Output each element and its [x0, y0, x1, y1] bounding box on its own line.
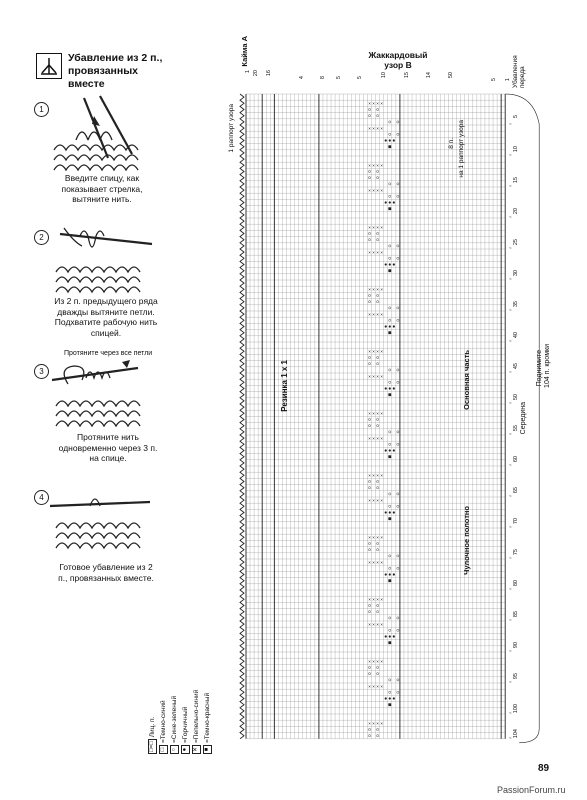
column-number: 5 — [357, 76, 363, 80]
row-marker: < — [509, 276, 512, 281]
row-number: 100 — [513, 704, 520, 714]
svg-text:×: × — [380, 597, 383, 603]
kaima-label: Кайма А — [240, 36, 249, 67]
svg-text:×: × — [376, 411, 379, 417]
column-number: 5 — [491, 78, 497, 82]
knitting-illustration — [46, 92, 146, 172]
svg-text:×: × — [372, 373, 375, 379]
row-marker: < — [509, 431, 512, 436]
svg-text:×: × — [368, 559, 371, 565]
svg-text:×: × — [372, 435, 375, 441]
svg-text:×: × — [368, 187, 371, 193]
column-number: 20 — [253, 70, 259, 77]
svg-text:×: × — [380, 249, 383, 255]
svg-text:×: × — [376, 163, 379, 169]
row-marker: < — [509, 214, 512, 219]
row-marker: < — [509, 710, 512, 715]
front-decrease-label: Убавления переда — [512, 55, 526, 88]
svg-text:×: × — [376, 659, 379, 665]
svg-text:×: × — [368, 225, 371, 231]
row-number: 25 — [513, 239, 520, 246]
column-number: 14 — [426, 72, 432, 79]
svg-text:×: × — [372, 497, 375, 503]
row-number: 30 — [513, 270, 520, 277]
svg-text:×: × — [372, 473, 375, 479]
row-marker: < — [509, 369, 512, 374]
knitting-illustration — [46, 222, 156, 294]
row-number: 10 — [513, 146, 520, 153]
svg-text:×: × — [376, 597, 379, 603]
svg-text:×: × — [376, 497, 379, 503]
callout-label: Протяните через все петли — [64, 350, 153, 357]
row-number: 5 — [513, 115, 520, 119]
svg-text:×: × — [368, 683, 371, 689]
column-number: 10 — [381, 72, 387, 79]
row-number: 75 — [513, 549, 520, 556]
svg-text:×: × — [372, 225, 375, 231]
svg-text:×: × — [376, 349, 379, 355]
row-marker: < — [509, 152, 512, 157]
svg-text:×: × — [368, 287, 371, 293]
svg-text:×: × — [376, 225, 379, 231]
step-number: 3 — [34, 364, 49, 379]
legend-item: ● =Горчичный — [181, 690, 190, 754]
svg-text:×: × — [368, 163, 371, 169]
row-marker: < — [509, 617, 512, 622]
svg-text:×: × — [368, 311, 371, 317]
svg-text:×: × — [372, 721, 375, 727]
stockinette-label: Чулочное полотно — [462, 506, 471, 575]
svg-text:×: × — [368, 497, 371, 503]
svg-text:×: × — [376, 101, 379, 107]
svg-text:×: × — [380, 287, 383, 293]
row-marker: < — [509, 462, 512, 467]
svg-text:×: × — [376, 473, 379, 479]
row-number: 104 — [513, 728, 520, 738]
svg-text:×: × — [372, 349, 375, 355]
svg-text:×: × — [372, 683, 375, 689]
row-marker: < — [509, 121, 512, 126]
svg-text:×: × — [380, 187, 383, 193]
svg-text:×: × — [380, 225, 383, 231]
svg-text:×: × — [380, 683, 383, 689]
svg-text:×: × — [372, 125, 375, 131]
svg-text:×: × — [372, 597, 375, 603]
row-number: 85 — [513, 611, 520, 618]
rapport-label: 1 раппорт узора — [228, 104, 235, 153]
svg-text:×: × — [368, 249, 371, 255]
step-text: Из 2 п. предыдущего ряда дважды вытяните петли. Подхватите рабочую нить спицей. — [54, 296, 158, 338]
svg-text:×: × — [380, 559, 383, 565]
knitting-illustration — [46, 358, 156, 428]
row-number: 40 — [513, 332, 520, 339]
8p-label: 8 п. — [448, 138, 455, 149]
svg-text:×: × — [380, 535, 383, 541]
svg-text:×: × — [368, 535, 371, 541]
pickup-label: Поднимите — [536, 350, 543, 387]
column-number: 15 — [404, 72, 410, 79]
svg-text:×: × — [376, 125, 379, 131]
svg-text:×: × — [376, 187, 379, 193]
row-marker: < — [509, 493, 512, 498]
svg-text:×: × — [368, 101, 371, 107]
column-number: 1 — [505, 78, 511, 82]
column-number: 16 — [266, 70, 272, 77]
svg-text:×: × — [380, 349, 383, 355]
row-marker: < — [509, 183, 512, 188]
row-number: 35 — [513, 301, 520, 308]
step-number: 1 — [34, 102, 49, 117]
watermark: PassionForum.ru — [497, 785, 566, 795]
svg-text:×: × — [376, 559, 379, 565]
row-marker: < — [509, 338, 512, 343]
center-label: Середина — [520, 402, 527, 435]
step-text: Введите спицу, как показывает стрелка, вытяните нить. — [61, 173, 143, 204]
step-number: 2 — [34, 230, 49, 245]
svg-text:×: × — [372, 559, 375, 565]
column-number: 4 — [299, 76, 305, 80]
svg-text:×: × — [376, 435, 379, 441]
svg-text:×: × — [380, 435, 383, 441]
row-marker: < — [509, 524, 512, 529]
row-number: 50 — [513, 394, 520, 401]
page-number: 89 — [538, 763, 550, 774]
8p-rapport-label: на 1 раппорт узора — [458, 120, 465, 178]
svg-text:×: × — [376, 249, 379, 255]
svg-text:×: × — [372, 187, 375, 193]
knitting-illustration — [46, 488, 156, 554]
row-number: 70 — [513, 518, 520, 525]
legend-item: ✕ =Пепельно-синий — [193, 689, 200, 753]
svg-text:×: × — [372, 287, 375, 293]
svg-text:×: × — [368, 125, 371, 131]
rib-label: Резинка 1 х 1 — [280, 360, 289, 412]
svg-text:×: × — [372, 249, 375, 255]
svg-text:×: × — [376, 683, 379, 689]
svg-text:×: × — [368, 597, 371, 603]
svg-text:×: × — [376, 287, 379, 293]
row-marker: < — [509, 648, 512, 653]
svg-text:×: × — [368, 473, 371, 479]
column-number: 1 — [245, 70, 251, 74]
legend-item: ○ =Сине-зеленый — [170, 690, 179, 754]
legend-item: □ =Темно-синий — [159, 690, 168, 754]
svg-text:×: × — [368, 435, 371, 441]
legend-item: ■ =Темно-красный — [203, 690, 212, 754]
main-part-label: Основная часть — [462, 350, 471, 410]
row-marker: < — [509, 586, 512, 591]
svg-text:×: × — [368, 621, 371, 627]
row-marker: < — [509, 307, 512, 312]
svg-text:×: × — [372, 411, 375, 417]
svg-text:×: × — [372, 101, 375, 107]
row-number: 90 — [513, 642, 520, 649]
row-number: 20 — [513, 208, 520, 215]
svg-text:×: × — [380, 163, 383, 169]
step-text: Протяните нить одновременно через 3 п. на спице. — [58, 432, 158, 463]
row-marker: < — [509, 555, 512, 560]
row-number: 55 — [513, 425, 520, 432]
column-number: 50 — [448, 72, 454, 79]
row-number: 80 — [513, 580, 520, 587]
jacquard-label: Жаккардовый узор В — [368, 50, 428, 70]
column-number: 8 — [320, 76, 326, 80]
legend — [148, 690, 218, 754]
row-number: 15 — [513, 177, 520, 184]
row-marker: < — [509, 679, 512, 684]
svg-text:×: × — [376, 721, 379, 727]
svg-text:×: × — [376, 535, 379, 541]
svg-text:×: × — [380, 373, 383, 379]
svg-text:×: × — [368, 659, 371, 665]
step-number: 4 — [34, 490, 49, 505]
column-number: 5 — [336, 76, 342, 80]
edge-stitches-label: 104 п. кромки — [544, 344, 551, 388]
svg-text:×: × — [368, 721, 371, 727]
svg-text:×: × — [372, 163, 375, 169]
svg-text:×: × — [376, 621, 379, 627]
row-number: 95 — [513, 673, 520, 680]
svg-text:×: × — [380, 659, 383, 665]
svg-text:×: × — [380, 721, 383, 727]
svg-text:×: × — [368, 411, 371, 417]
step-text: Готовое убавление из 2 п., провязанных вместе. — [58, 562, 154, 583]
page-title: Убавление из 2 п., провязанных вместе — [68, 52, 163, 90]
decrease-icon — [36, 53, 62, 79]
svg-text:×: × — [372, 535, 375, 541]
svg-text:×: × — [368, 349, 371, 355]
svg-text:×: × — [372, 311, 375, 317]
svg-text:×: × — [380, 125, 383, 131]
row-number: 65 — [513, 487, 520, 494]
svg-text:×: × — [376, 311, 379, 317]
svg-text:×: × — [380, 411, 383, 417]
row-number: 60 — [513, 456, 520, 463]
svg-text:×: × — [380, 101, 383, 107]
svg-text:×: × — [368, 373, 371, 379]
row-marker: < — [509, 245, 512, 250]
svg-text:×: × — [372, 621, 375, 627]
svg-text:×: × — [380, 311, 383, 317]
svg-text:×: × — [380, 621, 383, 627]
knitting-chart — [230, 40, 550, 750]
row-marker: < — [509, 400, 512, 405]
svg-text:×: × — [372, 659, 375, 665]
row-number: 45 — [513, 363, 520, 370]
row-marker: < — [509, 734, 512, 740]
svg-text:×: × — [380, 497, 383, 503]
svg-text:×: × — [376, 373, 379, 379]
svg-text:×: × — [380, 473, 383, 479]
legend-item: □=□ Лиц. п. — [149, 716, 156, 752]
